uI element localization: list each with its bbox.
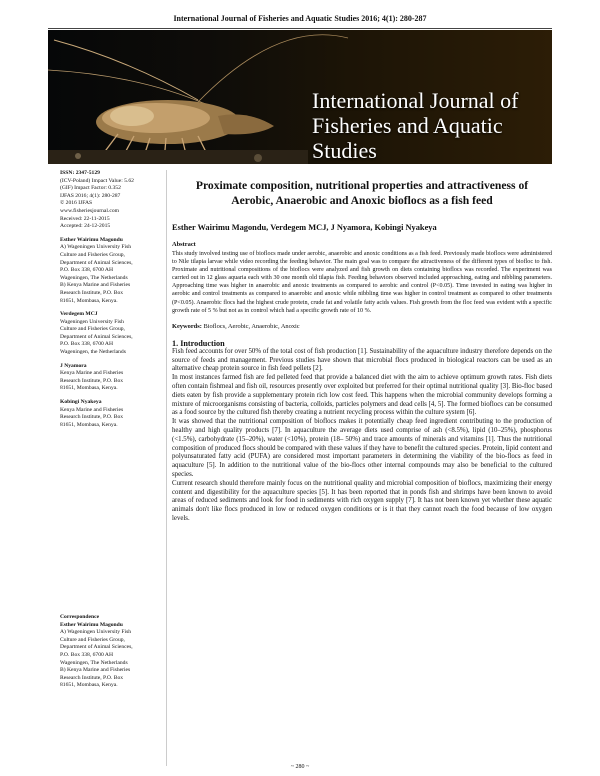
journal-banner: [48, 30, 552, 164]
header-rule: [48, 28, 552, 29]
intro-heading: 1. Introduction: [172, 338, 225, 348]
abstract-heading: Abstract: [172, 241, 196, 248]
journal-ref: IJFAS 2016; 4(1): 280-287: [60, 192, 121, 199]
affiliation-line: B) Kenya Marine and Fisheries: [60, 282, 131, 289]
banner-title-line2: Fisheries and Aquatic Studies: [312, 113, 503, 163]
intro-paragraph: Current research should therefore mainly focus on the nutritional quality and microbial composition of bioflocs, maximizing their energy content and digestibility for the aquaculture species [5]. It has been reported that in ponds fish and shrimps have been known to avoid areas of reduced sediments and look for food in sediments with rich oxygen supply [7]. It has not been known yet whether these aquatic animals don't like flocs produced in low or reduced oxygen conditions or is it that they cannot reach the food because of low oxygen levels.: [172, 479, 552, 522]
affiliation-line: Research Institute, P.O. Box: [60, 377, 124, 384]
correspondence-label: Correspondence: [60, 614, 100, 620]
author-name: Esther Wairimu Magondu: [60, 236, 123, 243]
intro-paragraph: Fish feed accounts for over 50% of the total cost of fish production [1]. Sustainability of the aquaculture industry therefore depends on the source of feeds and management. Previous studies have shown that microbial flocs produced in biological reactors can be used as an alternative cheap protein source in fish feed pellets [2].: [172, 347, 552, 373]
banner-title-line1: International Journal of: [312, 88, 519, 113]
correspondence-block: [60, 614, 164, 690]
affiliation-line: Kenya Marine and Fisheries: [60, 406, 124, 413]
author-affiliation: [60, 237, 164, 305]
affiliation-line: Research Institute, P.O. Box: [60, 674, 124, 681]
received-date: Received: 22-11-2015: [60, 215, 110, 222]
affiliation-line: P.O. Box 338, 6700 AH: [60, 341, 113, 348]
affiliation-line: 81651, Mombasa, Kenya.: [60, 297, 118, 304]
affiliation-line: Wageningen, The Netherlands: [60, 659, 128, 666]
article-title: Proximate composition, nutritional properties and attractiveness of Aerobic, Anaerobic and Anoxic bioflocs as a fish feed: [195, 179, 529, 207]
affiliation-line: Department of Animal Sciences,: [60, 333, 133, 340]
affiliation-line: Culture and Fisheries Group,: [60, 636, 125, 643]
author-name: Kobingi Nyakeya: [60, 399, 102, 406]
abstract-text: This study involved testing use of bioflocs made under aerobic, anaerobic and anoxic conditions as a fish feed. Previously made bioflocs were administered to Nile tilapia larvae while video recording the feeding behavior. The main goal was to compare the attractiveness of the different types of biofloc to fish. Proximate and nutritional compositions of the bioflocs were analyzed and fish growth on diets containing bioflocs was recorded. The experiment was carried out in 12 glass aquaria each with 30 one month old tilapia fish. Feeding behaviors observed included approaching, eating and nibbling parameters. Approaching time was higher in anaerobic and anoxic treatments as compared to aerobic and control (P<0.05). Time invested in eating was higher in aerobic and control treatments as compared to anaerobic and anoxic while nibbling time was higher in control treatment as compared to other treatments (P<0.05). Anaerobic flocs had the highest crude protein, crude fat and volatile fatty acids values. Fish growth from the floc feed was evident with a specific growth rate of 5 % but not as in control which had a specific growth rate of 10 %.: [172, 251, 552, 314]
keywords-list: Bioflocs, Aerobic, Anaerobic, Anoxic: [203, 322, 300, 330]
accepted-date: Accepted: 24-12-2015: [60, 223, 111, 230]
affiliation-line: 81651, Mombasa, Kenya.: [60, 421, 118, 428]
article-info-sidebar: [60, 170, 164, 429]
intro-paragraph: It was showed that the nutritional composition of bioflocs makes it potentially cheap feed ingredient contributing to the production of healthy and high quality products [7]. In aquaculture the average diets used comprise of ash (<8.5%), lipid (10–25%), phosphorus (<1.5%), carbohydrate (15–20%), water (<10%), protein (18– 50%) and trace amounts of minerals and vitamins [1]. Thus the nutritional composition of produced flocs should be compared with these values if they have to benefit the cultured species. Protein, lipid content and polyunsaturated fatty acid (PUFA) are considered most important parameters in determining the viability of the bio-flocs as feed in aquaculture [5]. In addition to the nutritional value of the bio-flocs other internal compounds may also be beneficial to the cultured species.: [172, 418, 552, 478]
issn: ISSN: 2347-5129: [60, 170, 100, 176]
affiliation-line: 81651, Mombasa, Kenya.: [60, 682, 118, 689]
column-divider: [166, 170, 167, 766]
page-number: ~ 280 ~: [290, 764, 310, 770]
affiliation-line: Research Institute, P.O. Box: [60, 414, 124, 421]
author-affiliation: [60, 363, 164, 393]
author-name: J Nyamora: [60, 362, 87, 369]
affiliation-line: P.O. Box 338, 6700 AH: [60, 651, 113, 658]
author-name: Verdegem MCJ: [60, 311, 98, 318]
affiliation-line: Wageningen, The Netherlands: [60, 274, 128, 281]
intro-paragraph: In most instances farmed fish are fed pelleted feed that provide a balanced diet with the aim to achieve optimum growth rates. Fish diets often contain fishmeal and fish oil, resources presently over exploited but preferred for their optimal nutritional quality [3]. Bio-floc based diets eaten by fish provide a supplementary protein rich low cost feed. This happens when the microbial community develops forming a mixture of microorganisms consisting of bacteria, colloids, particles polymers and dead cells [4, 5]. The formed bioflocs can be consumed as a food source by the cultured fish thereby creating a nutrient recycling process within the culture system [6].: [172, 374, 552, 417]
affiliation-line: A) Wageningen University Fish: [60, 629, 132, 636]
affiliation-line: Culture and Fisheries Group,: [60, 251, 125, 258]
affiliation-line: A) Wageningen University Fish: [60, 244, 132, 251]
affiliation-line: Department of Animal Sciences,: [60, 259, 133, 266]
affiliation-line: Wageningen University Fish: [60, 318, 124, 325]
impact-factor: (GIF) Impact Factor: 0.352: [60, 185, 121, 192]
article-authors: Esther Wairimu Magondu, Verdegem MCJ, J Nyamora, Kobingi Nyakeya: [172, 223, 437, 232]
affiliation-line: Wageningen, the Netherlands: [60, 349, 126, 356]
affiliation-line: 81651, Mombasa, Kenya.: [60, 385, 118, 392]
impact-value: (ICV-Poland) Impact Value: 5.62: [60, 177, 134, 184]
journal-header: International Journal of Fisheries and Aquatic Studies 2016; 4(1): 280-287: [173, 14, 427, 23]
affiliation-line: Kenya Marine and Fisheries: [60, 370, 124, 377]
affiliation-line: Department of Animal Sciences,: [60, 644, 133, 651]
keywords: [172, 323, 552, 330]
correspondence-name: Esther Wairimu Magondu: [60, 621, 123, 628]
website: www.fisheriesjournal.com: [60, 207, 119, 214]
article-body: [172, 172, 552, 524]
keywords-label: Keywords:: [172, 322, 202, 330]
affiliation-line: Research Institute, P.O. Box: [60, 289, 124, 296]
affiliation-line: P.O. Box 338, 6700 AH: [60, 267, 113, 274]
author-affiliation: [60, 399, 164, 429]
affiliation-line: B) Kenya Marine and Fisheries: [60, 667, 131, 674]
author-affiliation: [60, 311, 164, 357]
affiliation-line: Culture and Fisheries Group,: [60, 326, 125, 333]
banner-title: [312, 88, 552, 163]
copyright: © 2016 IJFAS: [60, 200, 93, 207]
